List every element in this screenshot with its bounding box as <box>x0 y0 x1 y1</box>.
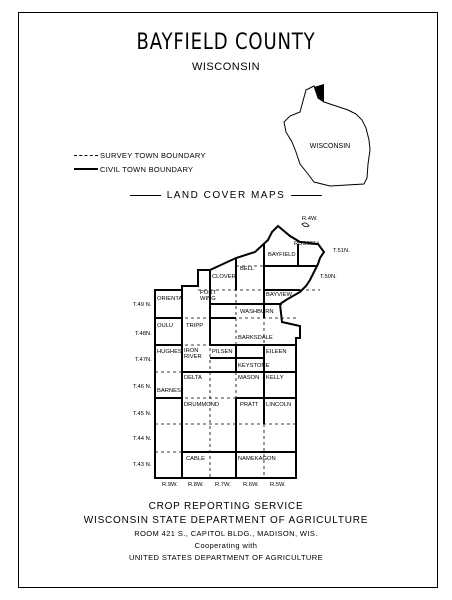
township-t49n: T.49 N. <box>133 302 152 308</box>
footer-line-3: ROOM 421 S., CAPITOL BLDG., MADISON, WIS. <box>134 529 318 538</box>
town-lincoln: LINCOLN <box>266 402 292 408</box>
legend-survey-label: SURVEY TOWN BOUNDARY <box>100 150 206 160</box>
town-mason: MASON <box>238 375 260 381</box>
town-bayview: BAYVIEW <box>266 292 292 298</box>
range-r9w: R.9W. <box>162 482 178 488</box>
township-t50n: T.50N. <box>320 274 337 280</box>
town-drummond: DRUMMOND <box>184 402 220 408</box>
island <box>302 223 309 227</box>
section-heading-text: LAND COVER MAPS <box>166 190 286 201</box>
footer-line-1: CROP REPORTING SERVICE <box>148 501 304 512</box>
town-eileen: EILEEN <box>266 349 287 355</box>
legend-civil-label: CIVIL TOWN BOUNDARY <box>100 164 194 174</box>
town-delta: DELTA <box>184 375 202 381</box>
town-bell: BELL <box>240 266 255 272</box>
township-t45n: T.45 N. <box>133 411 152 417</box>
town-pratt: PRATT <box>240 402 259 408</box>
town-washburn: WASHBURN <box>240 309 274 315</box>
town-hughes: HUGHES <box>157 349 182 355</box>
town-russell: RUSSELL <box>294 241 321 247</box>
town-kelly: KELLY <box>266 375 284 381</box>
town-orienta: ORIENTA <box>157 296 183 302</box>
township-t47n: T.47N. <box>135 357 152 363</box>
town-iron-river-2: RIVER <box>184 354 202 360</box>
footer <box>0 500 452 564</box>
footer-line-4: Cooperating with <box>194 541 258 550</box>
township-t43n: T.43 N. <box>133 462 152 468</box>
town-barnes: BARNES <box>157 388 181 394</box>
civil-boundaries <box>155 244 318 478</box>
township-t46n: T.46 N. <box>133 384 152 390</box>
range-r6w: R.6W. <box>243 482 259 488</box>
map-subtitle: WISCONSIN <box>191 61 261 73</box>
town-port-wing-2: WING <box>200 296 216 302</box>
town-bayfield: BAYFIELD <box>268 252 296 258</box>
town-pilsen: PILSEN <box>212 349 233 355</box>
township-t48n: T.48N. <box>135 331 152 337</box>
range-r7w: R.7W. <box>215 482 231 488</box>
town-port-wing-1: PORT <box>200 290 216 296</box>
inset-state-label: WISCONSIN <box>309 143 351 150</box>
town-namekagon: NAMEKAGON <box>238 456 276 462</box>
range-r4w: R.4W. <box>302 216 318 222</box>
town-tripp: TRIPP <box>186 323 204 329</box>
range-r5w: R.5W. <box>270 482 286 488</box>
map-title: BAYFIELD COUNTY <box>136 30 316 55</box>
town-barksdale: BARKSDALE <box>238 335 273 341</box>
footer-line-5: UNITED STATES DEPARTMENT OF AGRICULTURE <box>129 553 323 562</box>
town-cable: CABLE <box>186 456 206 462</box>
township-t51n: T.51N. <box>333 248 350 254</box>
town-clover: CLOVER <box>212 274 236 280</box>
township-t44n: T.44 N. <box>133 436 152 442</box>
range-r8w: R.8W. <box>188 482 204 488</box>
town-iron-river-1: IRON <box>184 348 199 354</box>
footer-line-2: WISCONSIN STATE DEPARTMENT OF AGRICULTURE <box>83 515 369 526</box>
town-keystone: KEYSTONE <box>238 363 270 369</box>
town-oulu: OULU <box>157 323 174 329</box>
